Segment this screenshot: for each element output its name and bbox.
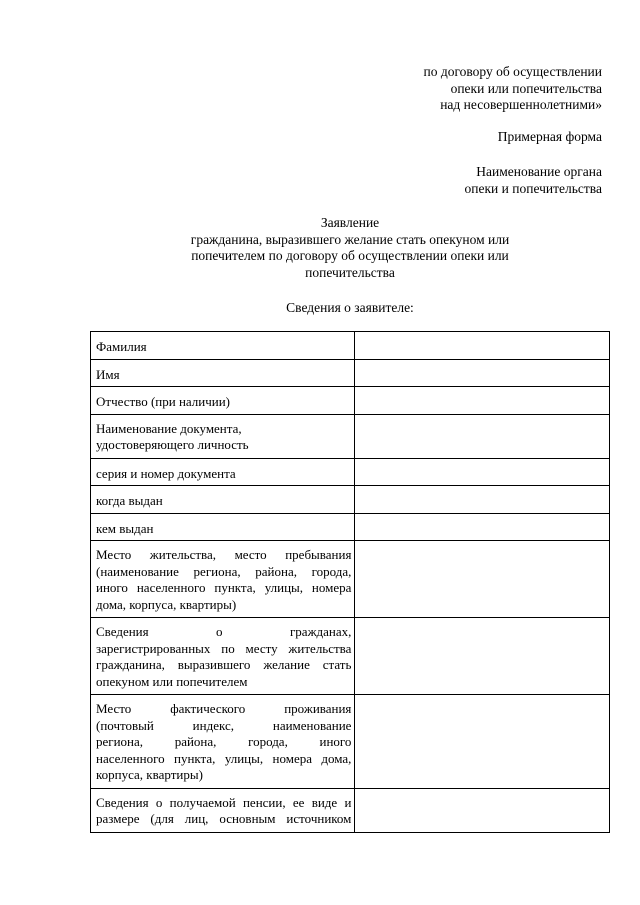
field-value-cell[interactable] (355, 359, 610, 387)
field-label-line: (наименование региона, района, города, (96, 563, 352, 579)
form-label-text: Примерная форма (497, 129, 602, 144)
field-value-cell[interactable] (355, 618, 610, 695)
field-label-cell (91, 486, 355, 514)
table-row (91, 332, 610, 360)
field-value-cell[interactable] (355, 541, 610, 618)
table-row (91, 618, 610, 695)
field-label-cell (91, 788, 355, 832)
field-value-cell[interactable] (355, 486, 610, 514)
field-label-line: Место жительства, место пребывания (96, 547, 352, 562)
field-label-line: региона, района, города, иного (96, 734, 352, 749)
table-row (91, 414, 610, 458)
field-label-line: Сведения о получаемой пенсии, ее виде и (96, 794, 352, 810)
field-label-cell (91, 387, 355, 415)
field-label-line: Отчество (при наличии) (96, 394, 231, 409)
form-label (498, 129, 602, 146)
field-label-line: (почтовый индекс, наименование (96, 717, 352, 733)
field-label-line: опекуном или попечителем (96, 673, 248, 689)
field-value-cell[interactable] (355, 414, 610, 458)
title-line: попечительства (305, 264, 395, 280)
field-label-line: удостоверяющего личность (96, 437, 249, 452)
field-label-line: Имя (96, 366, 120, 382)
field-value-cell[interactable] (355, 788, 610, 832)
field-label-line: Наименование документа, (96, 420, 242, 436)
table-row (91, 359, 610, 387)
field-label-cell (91, 458, 355, 486)
field-value-cell[interactable] (355, 513, 610, 541)
field-label-line: дома, корпуса, квартиры) (96, 596, 237, 612)
section-subheading: Сведения о заявителе: (286, 300, 414, 315)
authority-name (465, 164, 602, 197)
field-label-line: Сведения о гражданах, (96, 624, 352, 639)
table-row (91, 695, 610, 789)
field-label-line: корпуса, квартиры) (96, 767, 203, 782)
applicant-info-table (90, 331, 610, 833)
field-label-cell (91, 359, 355, 387)
table-row (91, 788, 610, 832)
field-label-line: гражданина, выразившего желание стать (96, 657, 352, 672)
header-line: над несовершеннолетними» (440, 97, 602, 112)
field-value-cell[interactable] (355, 387, 610, 415)
header-line: опеки или попечительства (450, 80, 602, 96)
title-line: Заявление (320, 215, 380, 230)
title-line: попечителем по договору об осуществлении опеки или (191, 248, 509, 263)
document-title (90, 215, 610, 281)
field-label-line: иного населенного пункта, улицы, номера (96, 580, 352, 595)
field-label-line: когда выдан (96, 493, 163, 508)
table-row (91, 541, 610, 618)
field-label-cell (91, 541, 355, 618)
authority-line: Наименование органа (476, 164, 602, 179)
field-label-line: Место фактического проживания (96, 701, 352, 716)
field-label-line: серия и номер документа (96, 465, 236, 481)
field-label-cell (91, 513, 355, 541)
field-label-cell (91, 414, 355, 458)
field-label-line: размере (для лиц, основным источником (96, 811, 352, 826)
field-label-cell (91, 332, 355, 360)
table-row (91, 486, 610, 514)
field-label-cell (91, 618, 355, 695)
authority-line: опеки и попечительства (464, 180, 602, 196)
header-right-lines (423, 64, 602, 114)
title-line: гражданина, выразившего желание стать опекуном или (190, 231, 510, 247)
header-line: по договору об осуществлении (423, 64, 602, 79)
table-row (91, 458, 610, 486)
field-label-cell (91, 695, 355, 789)
field-label-line: Фамилия (96, 339, 147, 354)
field-value-cell[interactable] (355, 458, 610, 486)
field-value-cell[interactable] (355, 332, 610, 360)
field-label-line: кем выдан (96, 520, 154, 536)
field-label-line: населенного пункта, улицы, номера дома, (96, 750, 352, 766)
table-row (91, 387, 610, 415)
table-row (91, 513, 610, 541)
field-value-cell[interactable] (355, 695, 610, 789)
field-label-line: зарегистрированных по месту жительства (96, 640, 352, 656)
